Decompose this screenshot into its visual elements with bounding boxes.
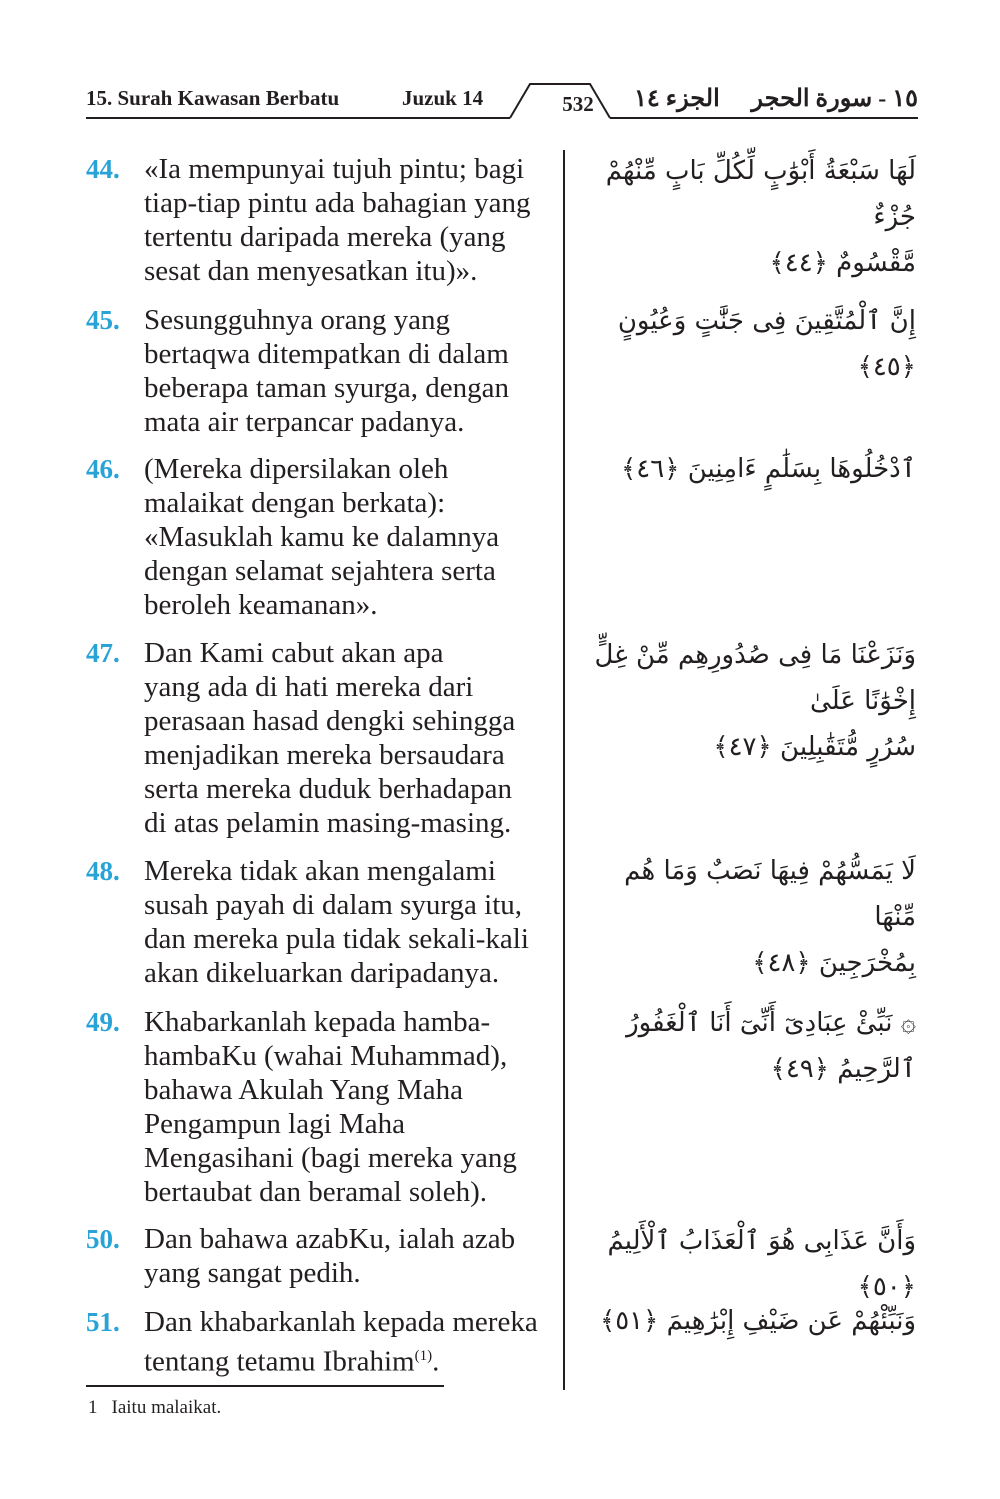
- verse-49-arabic: ۞ نَبِّئْ عِبَادِىٓ أَنِّىٓ أَنَا ٱلْغَفُورُ ٱلرَّحِيمُ ﴿٤٩﴾: [626, 1008, 916, 1084]
- page-header: [86, 78, 918, 122]
- verse-46-arabic: ٱدْخُلُوهَا بِسَلَٰمٍ ءَامِنِينَ ﴿٤٦﴾: [621, 454, 916, 484]
- verse-48-arabic: لَا يَمَسُّهُمْ فِيهَا نَصَبٌ وَمَا هُم مِّنْهَا بِمُخْرَجِينَ ﴿٤٨﴾: [624, 856, 916, 978]
- verse-translation: Dan bahawa azabKu, ialah azab yang sangat pedih.: [144, 1223, 516, 1289]
- verse-45-arabic: إِنَّ ٱلْمُتَّقِينَ فِى جَنَّٰتٍ وَعُيُونٍ ﴿٤٥﴾: [617, 306, 916, 382]
- verse-number: 51.: [86, 1307, 120, 1337]
- verse-translation: (Mereka dipersilakan oleh malaikat dengan berkata): «Masuklah kamu ke dalamnya dengan selamat sejahtera serta beroleh keamanan».: [144, 453, 500, 621]
- verse-translation: Khabarkanlah kepada hamba- hambaKu (wahai Muhammad), bahawa Akulah Yang Maha Pengampun lagi Maha Mengasihani (bagi mereka yang bertaubat dan beramal soleh).: [144, 1006, 517, 1208]
- footnote-ref[interactable]: (1): [414, 1348, 433, 1364]
- footnote-rule: [86, 1385, 444, 1387]
- verse-number: 44.: [86, 154, 120, 184]
- verse-44-arabic: لَهَا سَبْعَةُ أَبْوَٰبٍ لِّكُلِّ بَابٍ مِّنْهُمْ جُزْءٌ مَّقْسُومٌ ﴿٤٤﴾: [605, 156, 916, 278]
- page-number: 532: [562, 92, 594, 116]
- verse-number: 47.: [86, 638, 120, 668]
- arabic-juz: الجزء ١٤: [634, 86, 720, 112]
- juz-label: Juzuk 14: [402, 86, 484, 110]
- verse-translation: Sesungguhnya orang yang bertaqwa ditempatkan di dalam beberapa taman syurga, dengan mata air terpancar padanya.: [144, 304, 510, 438]
- verse-translation: [144, 1305, 564, 1379]
- verse-number: 48.: [86, 856, 120, 886]
- verse-text: Dan khabarkanlah kepada mereka tentang tetamu Ibrahim: [144, 1306, 538, 1378]
- verse-51-arabic: وَنَبِّئْهُمْ عَن ضَيْفِ إِبْرَٰهِيمَ ﴿٥١﴾: [599, 1306, 916, 1336]
- verse-47-arabic: وَنَزَعْنَا مَا فِى صُدُورِهِم مِّنْ غِلٍّ إِخْوَٰنًا عَلَىٰ سُرُرٍ مُّتَقَٰبِلِينَ ﴿٤٧﴾: [594, 640, 916, 762]
- verse-50-arabic: وَأَنَّ عَذَابِى هُوَ ٱلْعَذَابُ ٱلْأَلِيمُ ﴿٥٠﴾: [607, 1226, 916, 1302]
- verse-translation: Dan Kami cabut akan apa yang ada di hati mereka dari perasaan hasad dengki sehingga menjadikan mereka bersaudara serta mereka duduk berhadapan di atas pelamin masing-masing.: [144, 637, 516, 839]
- verse-number: 45.: [86, 305, 120, 335]
- verse-number: 50.: [86, 1224, 120, 1254]
- verse-number: 49.: [86, 1007, 120, 1037]
- verse-number: 46.: [86, 454, 120, 484]
- footnote-text: Iaitu malaikat.: [111, 1397, 222, 1418]
- surah-title: 15. Surah Kawasan Berbatu: [86, 86, 340, 110]
- footnote: [88, 1397, 235, 1419]
- footnote-number: 1: [88, 1397, 98, 1418]
- verse-end: .: [432, 1345, 440, 1378]
- verse-translation: Mereka tidak akan mengalami susah payah di dalam syurga itu, dan mereka pula tidak sekali-kali akan dikeluarkan daripadanya.: [144, 855, 529, 989]
- verse-translation: «Ia mempunyai tujuh pintu; bagi tiap-tiap pintu ada bahagian yang tertentu daripada mereka (yang sesat dan menyesatkan itu)».: [144, 153, 531, 287]
- arabic-surah: ١٥ - سورة الحجر: [751, 86, 918, 112]
